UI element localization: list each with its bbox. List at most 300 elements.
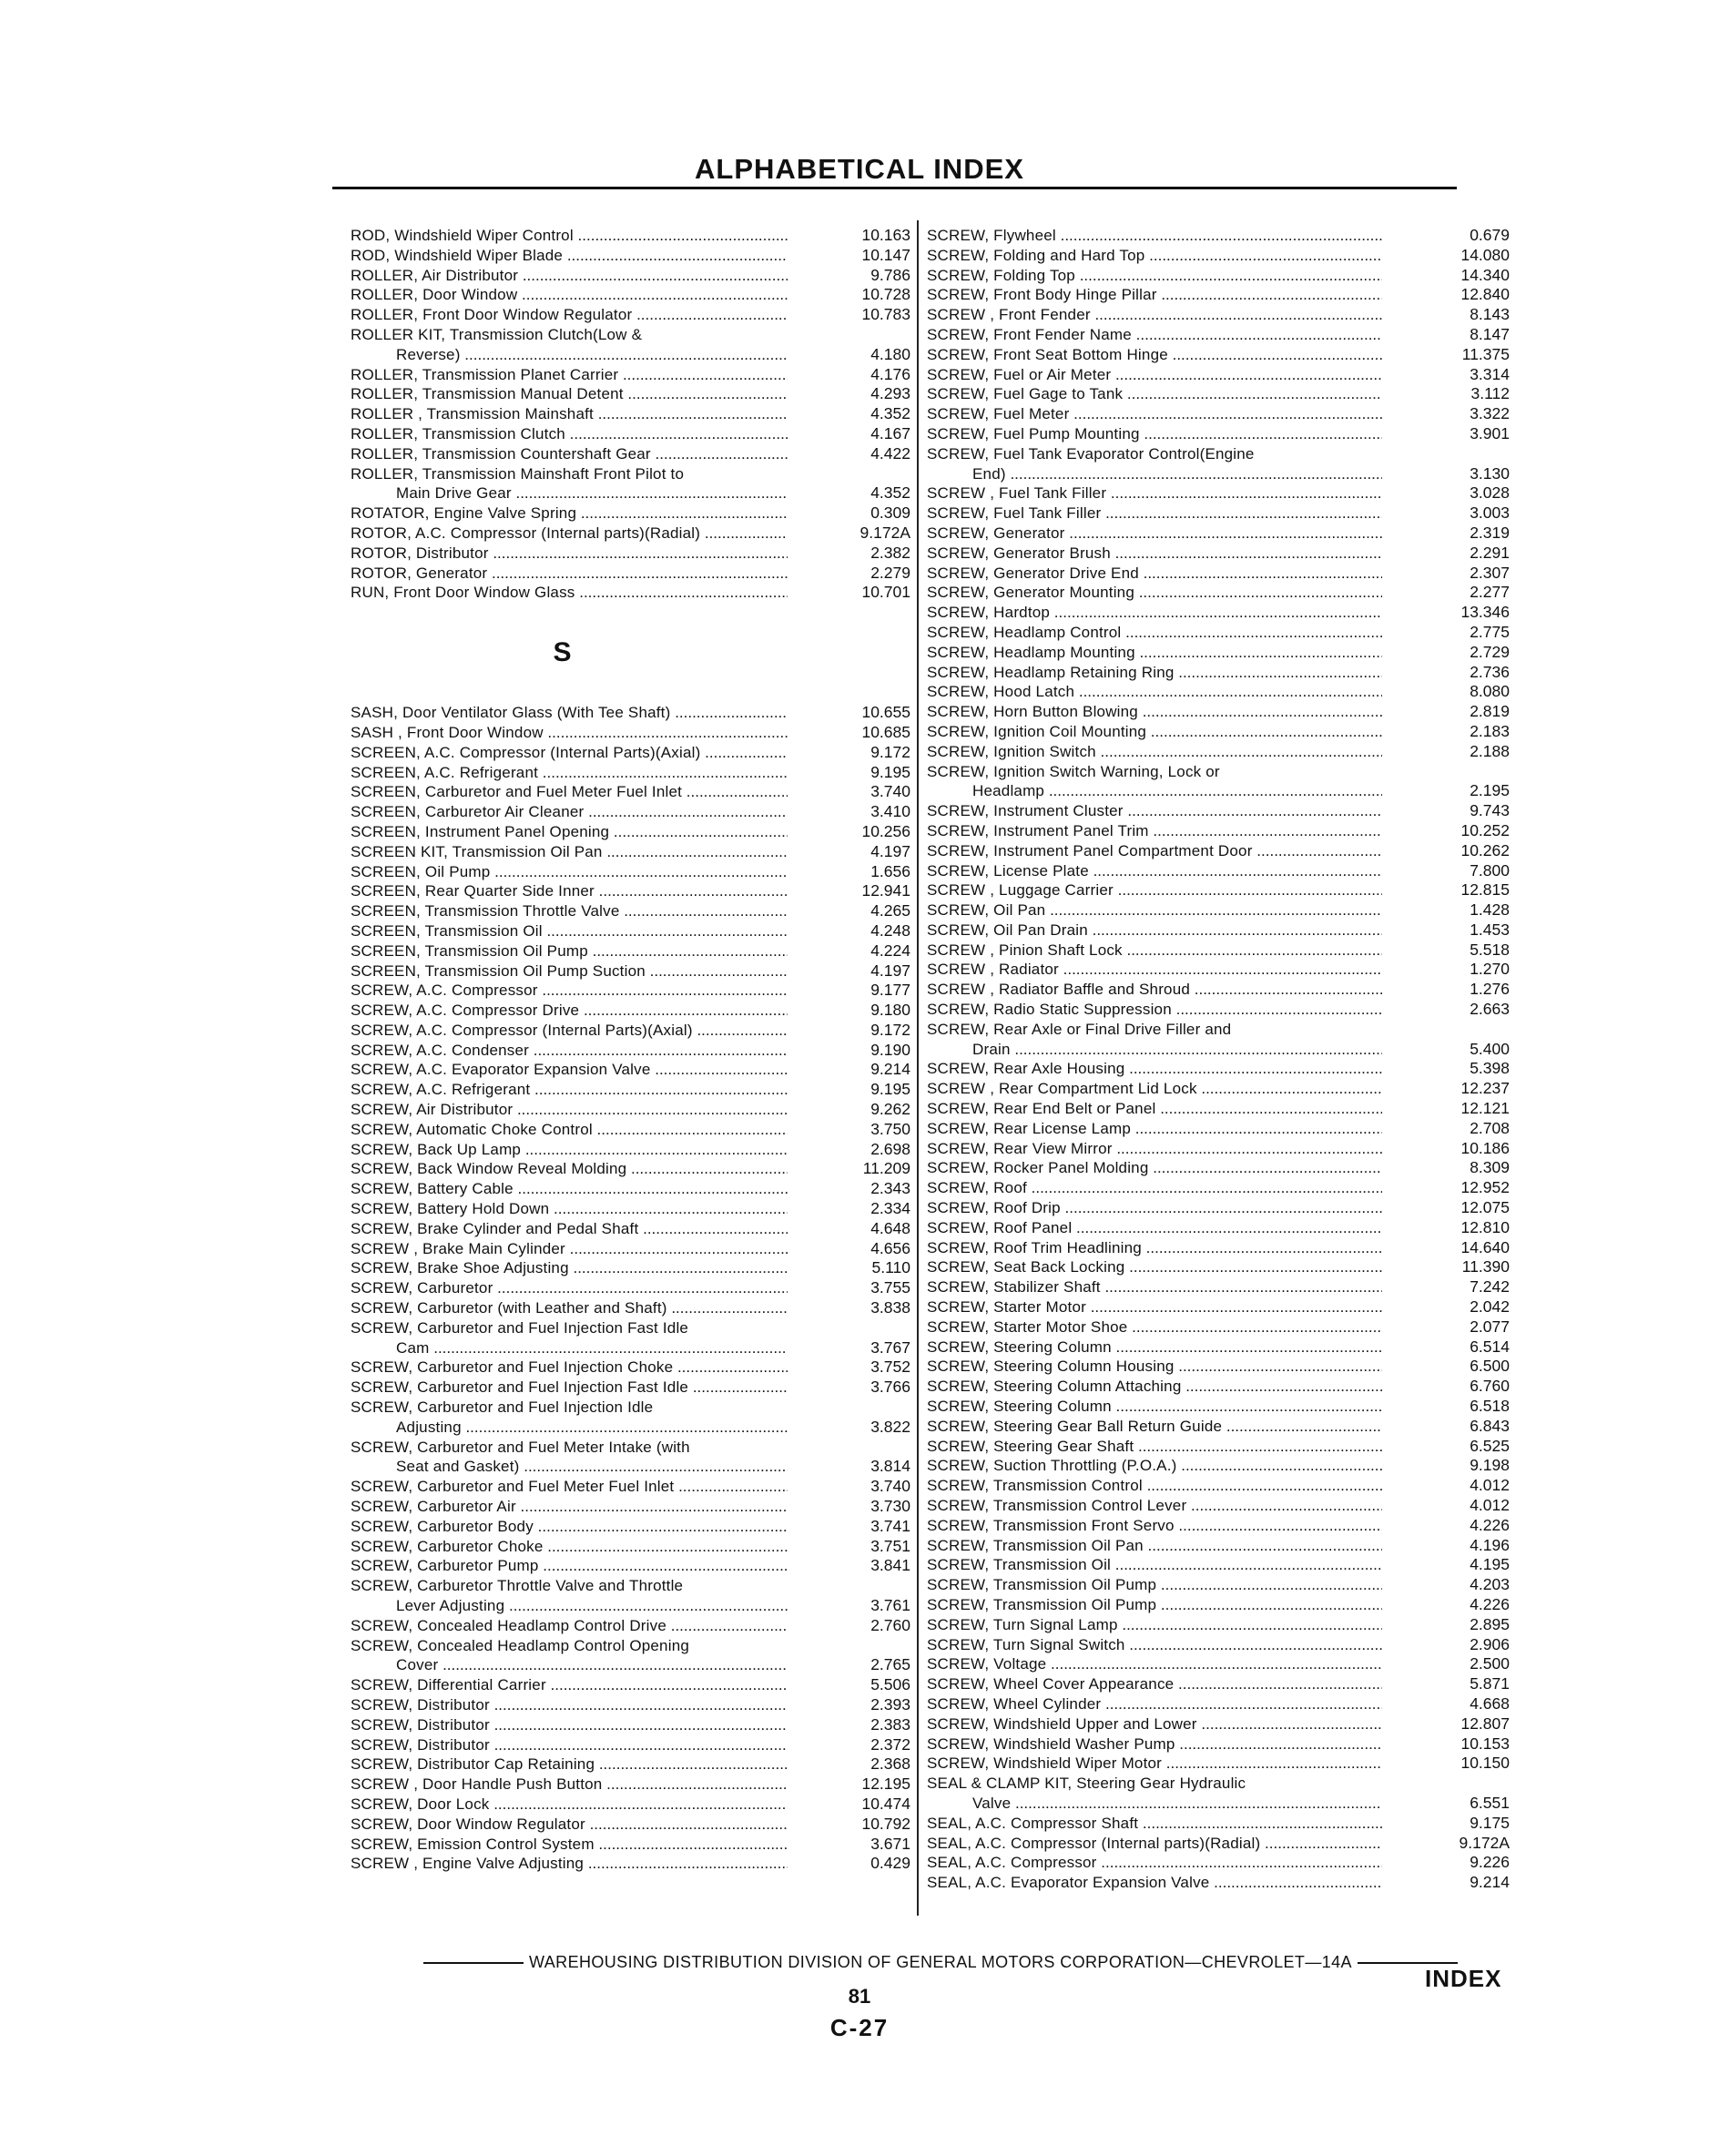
entry-name: SCREW, Carburetor and Fuel Injection Idle <box>351 1398 654 1417</box>
entry-number: 5.110 <box>871 1258 910 1277</box>
entry-name: SCREW, Distributor ..... <box>351 1695 788 1715</box>
entry-name: ROD, Windshield Wiper Blade ..... <box>351 246 788 266</box>
index-entry <box>351 1080 910 1100</box>
entry-name: SCREW, Generator Drive End ..... <box>927 564 1382 584</box>
index-entry <box>927 444 1510 464</box>
index-entry <box>351 404 910 424</box>
entry-name: SCREEN, A.C. Compressor (Internal Parts)(Axial) ..... <box>351 743 788 763</box>
index-group-right <box>927 226 1510 1893</box>
index-entry <box>351 583 910 603</box>
entry-number: 8.147 <box>1470 324 1510 343</box>
entry-number: 2.500 <box>1470 1654 1510 1673</box>
entry-number: 2.708 <box>1470 1118 1510 1137</box>
entry-name: SCREW, Voltage ..... <box>927 1654 1382 1674</box>
entry-number: 9.195 <box>870 762 910 781</box>
entry-number: 12.810 <box>1460 1217 1510 1236</box>
index-entry <box>351 1378 910 1398</box>
index-entry <box>351 1616 910 1636</box>
entry-name: SCREW, Generator ..... <box>927 524 1382 544</box>
entry-name: SCREW, Concealed Headlamp Control Opening <box>351 1636 689 1654</box>
index-entry <box>351 1438 910 1458</box>
entry-name: ROLLER, Transmission Manual Detent ..... <box>351 384 788 404</box>
entry-number: 3.410 <box>870 802 910 821</box>
index-entry <box>351 981 910 1001</box>
entry-name: SCREW, Suction Throttling (P.O.A.) ..... <box>927 1456 1382 1476</box>
index-entry <box>351 285 910 305</box>
entry-name: SCREW, Turn Signal Lamp ..... <box>927 1615 1382 1635</box>
entry-name: SCREW, Transmission Front Servo ..... <box>927 1516 1382 1536</box>
entry-name: SCREW, Transmission Control ..... <box>927 1476 1382 1496</box>
entry-name: SCREW, Automatic Choke Control ..... <box>351 1120 788 1140</box>
entry-name: SCREEN, Transmission Oil Pump Suction ..... <box>351 961 788 981</box>
index-entry <box>351 1556 910 1576</box>
index-entry <box>927 1536 1510 1556</box>
entry-name: SCREW , Door Handle Push Button ..... <box>351 1775 788 1795</box>
column-divider <box>917 220 919 1916</box>
entry-name: SCREW, Windshield Wiper Motor ..... <box>927 1754 1382 1774</box>
entry-number: 9.743 <box>1470 801 1510 820</box>
index-entry <box>927 643 1510 663</box>
index-entry <box>927 722 1510 742</box>
entry-name: ROLLER, Front Door Window Regulator ..... <box>351 305 788 325</box>
entry-name: SCREW, Front Seat Bottom Hinge ..... <box>927 345 1382 365</box>
entry-name: SCREEN, Carburetor Air Cleaner ..... <box>351 802 788 822</box>
index-entry <box>927 1139 1510 1159</box>
entry-name: SCREW, Door Lock ..... <box>351 1795 788 1815</box>
entry-name: ROLLER, Transmission Mainshaft Front Pilot to <box>351 464 685 483</box>
index-entry <box>927 524 1510 544</box>
index-entry <box>351 1835 910 1855</box>
entry-number: 2.663 <box>1470 1000 1510 1019</box>
entry-name: Headlamp ..... <box>927 781 1382 801</box>
entry-name: SCREW, Headlamp Control ..... <box>927 623 1382 643</box>
index-entry <box>351 1695 910 1715</box>
index-entry <box>927 1555 1510 1575</box>
entry-number: 10.783 <box>861 305 910 324</box>
entry-name: Drain ..... <box>927 1040 1382 1060</box>
index-entry <box>351 564 910 584</box>
entry-number: 10.474 <box>861 1794 910 1813</box>
index-entry <box>927 861 1510 881</box>
entry-name: ROLLER, Transmission Clutch ..... <box>351 424 788 444</box>
entry-number: 12.121 <box>1460 1099 1510 1118</box>
entry-number: 3.730 <box>870 1497 910 1516</box>
entry-number: 8.143 <box>1470 305 1510 324</box>
index-entry <box>927 1020 1510 1040</box>
index-entry <box>927 583 1510 603</box>
entry-number: 4.422 <box>870 443 910 463</box>
index-entry <box>927 564 1510 584</box>
index-entry <box>927 1853 1510 1873</box>
index-entry <box>927 1774 1510 1794</box>
entry-name: ROLLER, Transmission Planet Carrier ..... <box>351 365 788 385</box>
entry-number: 4.167 <box>870 423 910 442</box>
index-entry <box>927 226 1510 246</box>
index-entry <box>927 1257 1510 1277</box>
entry-name: SCREW, Back Window Reveal Molding ..... <box>351 1159 788 1179</box>
entry-name: SCREW, Distributor ..... <box>351 1735 788 1755</box>
index-entry <box>927 285 1510 305</box>
entry-number: 14.640 <box>1460 1237 1510 1256</box>
entry-name: SEAL, A.C. Compressor ..... <box>927 1853 1382 1873</box>
entry-number: 1.428 <box>1470 900 1510 920</box>
entry-number: 14.340 <box>1460 265 1510 284</box>
entry-number: 14.080 <box>1460 245 1510 264</box>
entry-number: 2.382 <box>870 543 910 562</box>
index-entry <box>927 1099 1510 1119</box>
entry-name: SCREW, Turn Signal Switch ..... <box>927 1635 1382 1655</box>
entry-number: 2.183 <box>1470 721 1510 740</box>
index-entry <box>927 980 1510 1000</box>
entry-number: 2.698 <box>870 1139 910 1158</box>
entry-name: SCREEN KIT, Transmission Oil Pan ..... <box>351 842 788 862</box>
entry-number: 2.368 <box>870 1754 910 1774</box>
index-entry <box>351 1418 910 1438</box>
entry-name: Reverse) ..... <box>351 345 788 365</box>
entry-name: SCREW, Front Body Hinge Pillar ..... <box>927 285 1382 305</box>
index-entry <box>927 742 1510 762</box>
entry-name: SCREEN, Instrument Panel Opening ..... <box>351 822 788 842</box>
entry-number: 2.319 <box>1470 523 1510 542</box>
entry-name: SCREW, Oil Pan Drain ..... <box>927 920 1382 941</box>
entry-name: SCREW, Transmission Oil Pump ..... <box>927 1595 1382 1615</box>
entry-name: SCREW, Horn Button Blowing ..... <box>927 702 1382 722</box>
index-entry <box>927 1754 1510 1774</box>
index-entry <box>927 1059 1510 1079</box>
entry-number: 3.314 <box>1470 364 1510 383</box>
page-code: C-27 <box>829 2014 890 2041</box>
entry-name: SCREW, A.C. Compressor Drive ..... <box>351 1001 788 1021</box>
index-entry <box>927 345 1510 365</box>
entry-name: SCREW, Rear End Belt or Panel ..... <box>927 1099 1382 1119</box>
index-entry <box>351 325 910 345</box>
index-entry <box>927 266 1510 286</box>
section-letter-s: S <box>553 637 572 668</box>
entry-number: 9.214 <box>870 1060 910 1079</box>
entry-number: 9.190 <box>870 1040 910 1059</box>
entry-number: 2.334 <box>870 1199 910 1218</box>
entry-number: 4.195 <box>1470 1555 1510 1574</box>
entry-name: SCREW, Steering Column Attaching ..... <box>927 1377 1382 1397</box>
index-entry <box>351 266 910 286</box>
entry-number: 1.656 <box>870 861 910 880</box>
entry-name: SCREW, Ignition Switch Warning, Lock or <box>927 762 1220 780</box>
entry-name: SCREW , Engine Valve Adjusting ..... <box>351 1854 788 1874</box>
entry-name: SCREEN, Oil Pump ..... <box>351 862 788 882</box>
entry-name: SCREW, Hood Latch ..... <box>927 682 1382 702</box>
publisher-footer <box>371 1953 1510 1972</box>
right-column <box>927 226 1510 1893</box>
entry-name: SCREW, Carburetor (with Leather and Shaft) ..... <box>351 1298 788 1318</box>
index-entry <box>351 763 910 783</box>
index-entry <box>351 226 910 246</box>
index-entry <box>351 483 910 503</box>
entry-number: 4.226 <box>1470 1515 1510 1534</box>
entry-number: 7.800 <box>1470 860 1510 880</box>
entry-number: 9.172A <box>860 523 910 542</box>
index-entry <box>351 881 910 901</box>
index-entry <box>351 1398 910 1418</box>
entry-number: 2.729 <box>1470 642 1510 661</box>
entry-name: SCREW, Transmission Oil ..... <box>927 1555 1382 1575</box>
entry-name: SCREW, Differential Carrier ..... <box>351 1675 788 1695</box>
index-entry <box>927 1377 1510 1397</box>
entry-name: SCREW, A.C. Evaporator Expansion Valve ..... <box>351 1060 788 1080</box>
index-entry <box>927 1654 1510 1674</box>
entry-number: 5.871 <box>1470 1674 1510 1693</box>
entry-name: SCREW, A.C. Compressor (Internal Parts)(Axial) ..... <box>351 1021 788 1041</box>
index-entry <box>927 960 1510 980</box>
entry-number: 6.843 <box>1470 1416 1510 1435</box>
index-entry <box>351 1477 910 1497</box>
index-entry <box>927 464 1510 484</box>
entry-name: ROTOR, Generator ..... <box>351 564 788 584</box>
index-entry <box>351 1199 910 1219</box>
entry-name: SASH, Door Ventilator Glass (With Tee Shaft) ..... <box>351 703 788 723</box>
index-entry <box>927 781 1510 801</box>
entry-number: 9.180 <box>870 1001 910 1020</box>
index-entry <box>351 723 910 743</box>
entry-name: SCREW, Carburetor ..... <box>351 1278 788 1298</box>
entry-number: 2.307 <box>1470 563 1510 582</box>
index-entry <box>351 1298 910 1318</box>
index-entry <box>351 1021 910 1041</box>
entry-number: 5.518 <box>1470 940 1510 959</box>
entry-name: SCREW , Front Fender ..... <box>927 305 1382 325</box>
entry-name: SCREW, Rear Axle Housing ..... <box>927 1059 1382 1079</box>
entry-name: Lever Adjusting ..... <box>351 1596 788 1616</box>
entry-name: SCREW, Flywheel ..... <box>927 226 1382 246</box>
entry-number: 3.671 <box>870 1834 910 1853</box>
entry-number: 0.679 <box>1470 226 1510 244</box>
entry-number: 3.755 <box>870 1278 910 1297</box>
index-entry <box>351 464 910 484</box>
entry-name: SEAL, A.C. Compressor (Internal parts)(Radial) ..... <box>927 1834 1382 1854</box>
index-entry <box>351 1001 910 1021</box>
index-entry <box>927 1814 1510 1834</box>
entry-name: SCREW, Starter Motor ..... <box>927 1297 1382 1317</box>
entry-name: ROTOR, Distributor ..... <box>351 544 788 564</box>
entry-name: SCREW, Transmission Oil Pan ..... <box>927 1536 1382 1556</box>
index-entry <box>927 1119 1510 1139</box>
entry-number: 4.203 <box>1470 1575 1510 1594</box>
index-entry <box>351 1120 910 1140</box>
entry-name: SCREW, Front Fender Name ..... <box>927 325 1382 345</box>
entry-name: SCREW, Stabilizer Shaft ..... <box>927 1277 1382 1297</box>
index-entry <box>927 1198 1510 1218</box>
entry-name: SCREW, Folding Top ..... <box>927 266 1382 286</box>
entry-name: SCREW, Carburetor and Fuel Meter Fuel Inlet ..... <box>351 1477 788 1497</box>
entry-number: 10.728 <box>861 285 910 304</box>
entry-number: 3.322 <box>1470 404 1510 423</box>
entry-name: SCREW, Concealed Headlamp Control Drive ..... <box>351 1616 788 1636</box>
index-entry <box>351 921 910 941</box>
index-entry <box>927 603 1510 623</box>
entry-name: SCREW, Headlamp Mounting ..... <box>927 643 1382 663</box>
entry-number: 2.819 <box>1470 702 1510 721</box>
entry-number: 2.760 <box>870 1615 910 1634</box>
entry-number: 2.393 <box>870 1694 910 1714</box>
entry-number: 2.765 <box>870 1655 910 1674</box>
index-entry <box>927 1317 1510 1337</box>
entry-number: 4.176 <box>870 364 910 383</box>
entry-number: 6.500 <box>1470 1357 1510 1376</box>
entry-name: Seat and Gasket) ..... <box>351 1457 788 1477</box>
entry-number: 9.786 <box>870 265 910 284</box>
entry-number: 11.390 <box>1461 1257 1510 1276</box>
entry-name: SCREW, Roof Panel ..... <box>927 1218 1382 1238</box>
entry-name: SCREW, Carburetor and Fuel Injection Choke ..... <box>351 1358 788 1378</box>
entry-name: SCREW , Radiator Baffle and Shroud ..... <box>927 980 1382 1000</box>
entry-number: 2.077 <box>1470 1317 1510 1336</box>
entry-number: 3.841 <box>870 1556 910 1575</box>
entry-number: 0.309 <box>870 503 910 523</box>
entry-number: 4.265 <box>870 901 910 920</box>
entry-number: 12.237 <box>1460 1079 1510 1098</box>
entry-name: SCREW, Wheel Cover Appearance ..... <box>927 1674 1382 1694</box>
index-entry <box>927 1615 1510 1635</box>
index-entry <box>351 1675 910 1695</box>
entry-number: 9.177 <box>870 981 910 1000</box>
entry-number: 12.807 <box>1460 1714 1510 1733</box>
entry-number: 2.906 <box>1470 1634 1510 1653</box>
entry-number: 3.740 <box>870 782 910 801</box>
entry-name: SCREW, Emission Control System ..... <box>351 1835 788 1855</box>
entry-name: ROTATOR, Engine Valve Spring ..... <box>351 503 788 524</box>
entry-number: 2.372 <box>870 1734 910 1754</box>
entry-name: Main Drive Gear ..... <box>351 483 788 503</box>
entry-name: SCREW, A.C. Compressor ..... <box>351 981 788 1001</box>
index-entry <box>351 444 910 464</box>
entry-number: 4.012 <box>1470 1496 1510 1514</box>
entry-name: SCREW , Rear Compartment Lid Lock ..... <box>927 1079 1382 1099</box>
entry-number: 9.226 <box>1470 1853 1510 1872</box>
entry-number: 4.648 <box>870 1218 910 1237</box>
index-entry <box>927 1397 1510 1417</box>
index-entry <box>927 305 1510 325</box>
entry-name: SCREW, Roof Trim Headlining ..... <box>927 1238 1382 1258</box>
index-entry <box>351 1854 910 1874</box>
entry-number: 6.514 <box>1470 1337 1510 1356</box>
entry-name: SCREW, Rocker Panel Molding ..... <box>927 1158 1382 1178</box>
entry-number: 4.248 <box>870 920 910 940</box>
page-title: ALPHABETICAL INDEX <box>695 153 1024 185</box>
index-entry <box>351 1576 910 1596</box>
entry-name: SCREW, Headlamp Retaining Ring ..... <box>927 663 1382 683</box>
entry-name: SCREW, Generator Brush ..... <box>927 544 1382 564</box>
entry-name: SCREW, Fuel Tank Filler ..... <box>927 503 1382 524</box>
entry-name: SCREEN, Carburetor and Fuel Meter Fuel Inlet ..... <box>351 782 788 802</box>
entry-name: SCREEN, Transmission Oil ..... <box>351 921 788 941</box>
entry-number: 11.209 <box>862 1159 910 1178</box>
entry-name: SCREW, Brake Shoe Adjusting ..... <box>351 1258 788 1278</box>
index-entry <box>927 1694 1510 1714</box>
index-entry <box>351 1795 910 1815</box>
entry-name: SCREW, Fuel Meter ..... <box>927 404 1382 424</box>
footer-rule-left <box>423 1962 524 1964</box>
entry-number: 4.352 <box>870 404 910 423</box>
index-entry <box>927 1456 1510 1476</box>
entry-number: 5.398 <box>1470 1059 1510 1078</box>
entry-number: 3.822 <box>870 1417 910 1436</box>
entry-number: 12.941 <box>861 881 910 900</box>
index-entry <box>927 841 1510 861</box>
entry-number: 3.767 <box>870 1337 910 1357</box>
entry-number: 9.262 <box>870 1100 910 1119</box>
entry-number: 4.226 <box>1470 1594 1510 1613</box>
index-entry <box>351 1338 910 1358</box>
entry-number: 4.180 <box>870 344 910 363</box>
entry-name: SCREW, Fuel Pump Mounting ..... <box>927 424 1382 444</box>
index-entry <box>351 941 910 961</box>
entry-name: SCREW, Seat Back Locking ..... <box>927 1257 1382 1277</box>
entry-name: ROTOR, A.C. Compressor (Internal parts)(Radial) ..... <box>351 524 788 544</box>
left-column <box>351 226 910 1874</box>
entry-name: SCREW, Instrument Panel Compartment Door ..... <box>927 841 1382 861</box>
index-entry <box>351 1239 910 1259</box>
entry-number: 10.685 <box>861 722 910 741</box>
entry-name: SCREW, Carburetor Air ..... <box>351 1497 788 1517</box>
entry-number: 0.429 <box>870 1854 910 1873</box>
entry-number: 3.112 <box>1470 384 1510 403</box>
entry-number: 10.147 <box>861 245 910 264</box>
entry-name: SCREW, Carburetor Choke ..... <box>351 1537 788 1557</box>
index-entry <box>351 1060 910 1080</box>
entry-number: 5.400 <box>1470 1039 1510 1058</box>
index-entry <box>927 1575 1510 1595</box>
index-entry <box>927 900 1510 920</box>
index-entry <box>927 1417 1510 1437</box>
entry-name: SCREW, Carburetor and Fuel Injection Fast Idle <box>351 1318 689 1337</box>
entry-number: 12.952 <box>1460 1178 1510 1197</box>
entry-number: 2.042 <box>1470 1297 1510 1317</box>
index-entry <box>351 1258 910 1278</box>
entry-name: SCREW, Roof ..... <box>927 1178 1382 1198</box>
index-entry <box>351 1041 910 1061</box>
entry-number: 2.279 <box>870 563 910 582</box>
entry-name: SCREW, Fuel Gage to Tank ..... <box>927 384 1382 404</box>
index-entry <box>351 1278 910 1298</box>
index-entry <box>927 682 1510 702</box>
entry-name: SCREW , Brake Main Cylinder ..... <box>351 1239 788 1259</box>
entry-number: 4.197 <box>870 961 910 980</box>
entry-name: SCREW, Windshield Washer Pump ..... <box>927 1734 1382 1754</box>
entry-name: SCREW, Windshield Upper and Lower ..... <box>927 1714 1382 1734</box>
entry-name: SCREW, Transmission Oil Pump ..... <box>927 1575 1382 1595</box>
entry-number: 3.752 <box>870 1358 910 1377</box>
entry-name: SCREW, Rear View Mirror ..... <box>927 1139 1382 1159</box>
index-entry <box>351 384 910 404</box>
entry-name: SEAL, A.C. Evaporator Expansion Valve ..... <box>927 1873 1382 1893</box>
entry-number: 10.262 <box>1460 840 1510 859</box>
entry-name: SCREW, Instrument Panel Trim ..... <box>927 821 1382 841</box>
index-entry <box>927 1297 1510 1317</box>
entry-name: SEAL, A.C. Compressor Shaft ..... <box>927 1814 1382 1834</box>
entry-name: SCREEN, Transmission Oil Pump ..... <box>351 941 788 961</box>
index-entry <box>927 801 1510 821</box>
index-group-s <box>351 703 910 1874</box>
entry-name: ROLLER KIT, Transmission Clutch(Low & <box>351 325 643 343</box>
entry-name: SCREW, Carburetor Pump ..... <box>351 1556 788 1576</box>
index-entry <box>351 503 910 524</box>
entry-name: SCREW, Carburetor and Fuel Injection Fast Idle ..... <box>351 1378 788 1398</box>
entry-number: 4.224 <box>870 941 910 960</box>
index-entry <box>351 524 910 544</box>
index-entry <box>927 762 1510 782</box>
index-entry <box>351 1318 910 1338</box>
entry-number: 10.256 <box>861 821 910 840</box>
entry-number: 3.750 <box>870 1119 910 1138</box>
